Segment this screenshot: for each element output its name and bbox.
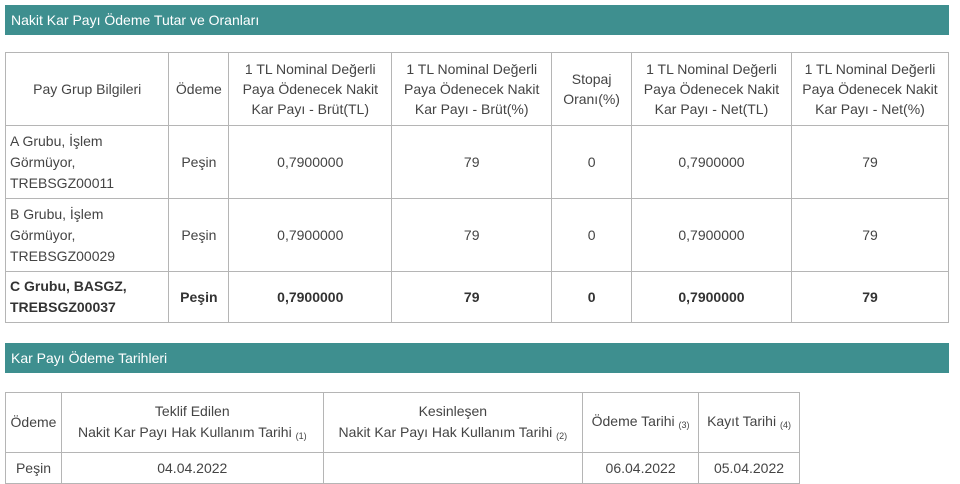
col-header-net-pct: 1 TL Nominal Değerli Paya Ödenecek Nakit Kar Payı - Net(%) — [791, 53, 948, 126]
dividend-amounts-table — [5, 52, 949, 323]
payment-cell: Peşin — [6, 453, 62, 484]
payment-dates-table — [5, 392, 800, 484]
col-header-net-tl: 1 TL Nominal Değerli Paya Ödenecek Nakit Kar Payı - Net(TL) — [631, 53, 791, 126]
col-header-proposed-date — [61, 393, 323, 453]
net-pct-cell: 79 — [791, 126, 948, 199]
col-header-gross-tl: 1 TL Nominal Değerli Paya Ödenecek Nakit Kar Payı - Brüt(TL) — [229, 53, 392, 126]
withholding-cell: 0 — [552, 272, 632, 323]
col-header-gross-pct: 1 TL Nominal Değerli Paya Ödenecek Nakit Kar Payı - Brüt(%) — [392, 53, 552, 126]
table-row — [6, 199, 949, 272]
col-header-withholding: Stopaj Oranı(%) — [552, 53, 632, 126]
payment-date-cell: 06.04.2022 — [583, 453, 699, 484]
net-pct-cell: 79 — [791, 272, 948, 323]
withholding-cell: 0 — [552, 199, 632, 272]
final-bottom-label: Nakit Kar Payı Hak Kullanım Tarihi — [338, 423, 553, 440]
net-tl-cell: 0,7900000 — [631, 199, 791, 272]
withholding-cell: 0 — [552, 126, 632, 199]
col-header-payment-date — [583, 393, 699, 453]
col-header-group: Pay Grup Bilgileri — [6, 53, 169, 126]
gross-tl-cell: 0,7900000 — [229, 272, 392, 323]
proposed-top-label: Teklif Edilen — [154, 402, 230, 419]
record-date-cell: 05.04.2022 — [699, 453, 800, 484]
group-cell: C Grubu, BASGZ, TREBSGZ00037 — [6, 272, 169, 323]
payment-cell: Peşin — [169, 199, 229, 272]
section-title-cash-dividend: Nakit Kar Payı Ödeme Tutar ve Oranları — [5, 5, 949, 35]
record-date-label: Kayıt Tarihi — [707, 413, 777, 429]
payment-date-label: Ödeme Tarihi — [591, 413, 675, 429]
table-header-row — [6, 53, 949, 126]
table-row — [6, 126, 949, 199]
proposed-date-cell: 04.04.2022 — [61, 453, 323, 484]
group-cell: B Grubu, İşlem Görmüyor, TREBSGZ00029 — [6, 199, 169, 272]
gross-pct-cell: 79 — [392, 199, 552, 272]
col-header-final-date — [323, 393, 583, 453]
footnote-marker: (3) — [678, 420, 690, 430]
final-top-label: Kesinleşen — [418, 402, 488, 419]
group-cell: A Grubu, İşlem Görmüyor, TREBSGZ00011 — [6, 126, 169, 199]
table-row — [6, 272, 949, 323]
footnote-marker: (1) — [295, 430, 307, 441]
net-tl-cell: 0,7900000 — [631, 126, 791, 199]
gross-tl-cell: 0,7900000 — [229, 126, 392, 199]
footnote-marker: (4) — [779, 420, 791, 430]
gross-pct-cell: 79 — [392, 126, 552, 199]
section-title-payment-dates: Kar Payı Ödeme Tarihleri — [5, 343, 949, 373]
proposed-bottom-label: Nakit Kar Payı Hak Kullanım Tarihi — [77, 423, 292, 440]
net-pct-cell: 79 — [791, 199, 948, 272]
final-date-cell — [323, 453, 583, 484]
col-header-payment: Ödeme — [6, 393, 62, 453]
gross-tl-cell: 0,7900000 — [229, 199, 392, 272]
net-tl-cell: 0,7900000 — [631, 272, 791, 323]
table-row — [6, 453, 800, 484]
gross-pct-cell: 79 — [392, 272, 552, 323]
footnote-marker: (2) — [556, 430, 568, 441]
col-header-record-date — [699, 393, 800, 453]
payment-cell: Peşin — [169, 126, 229, 199]
payment-cell: Peşin — [169, 272, 229, 323]
col-header-payment: Ödeme — [169, 53, 229, 126]
table-header-row — [6, 393, 800, 453]
